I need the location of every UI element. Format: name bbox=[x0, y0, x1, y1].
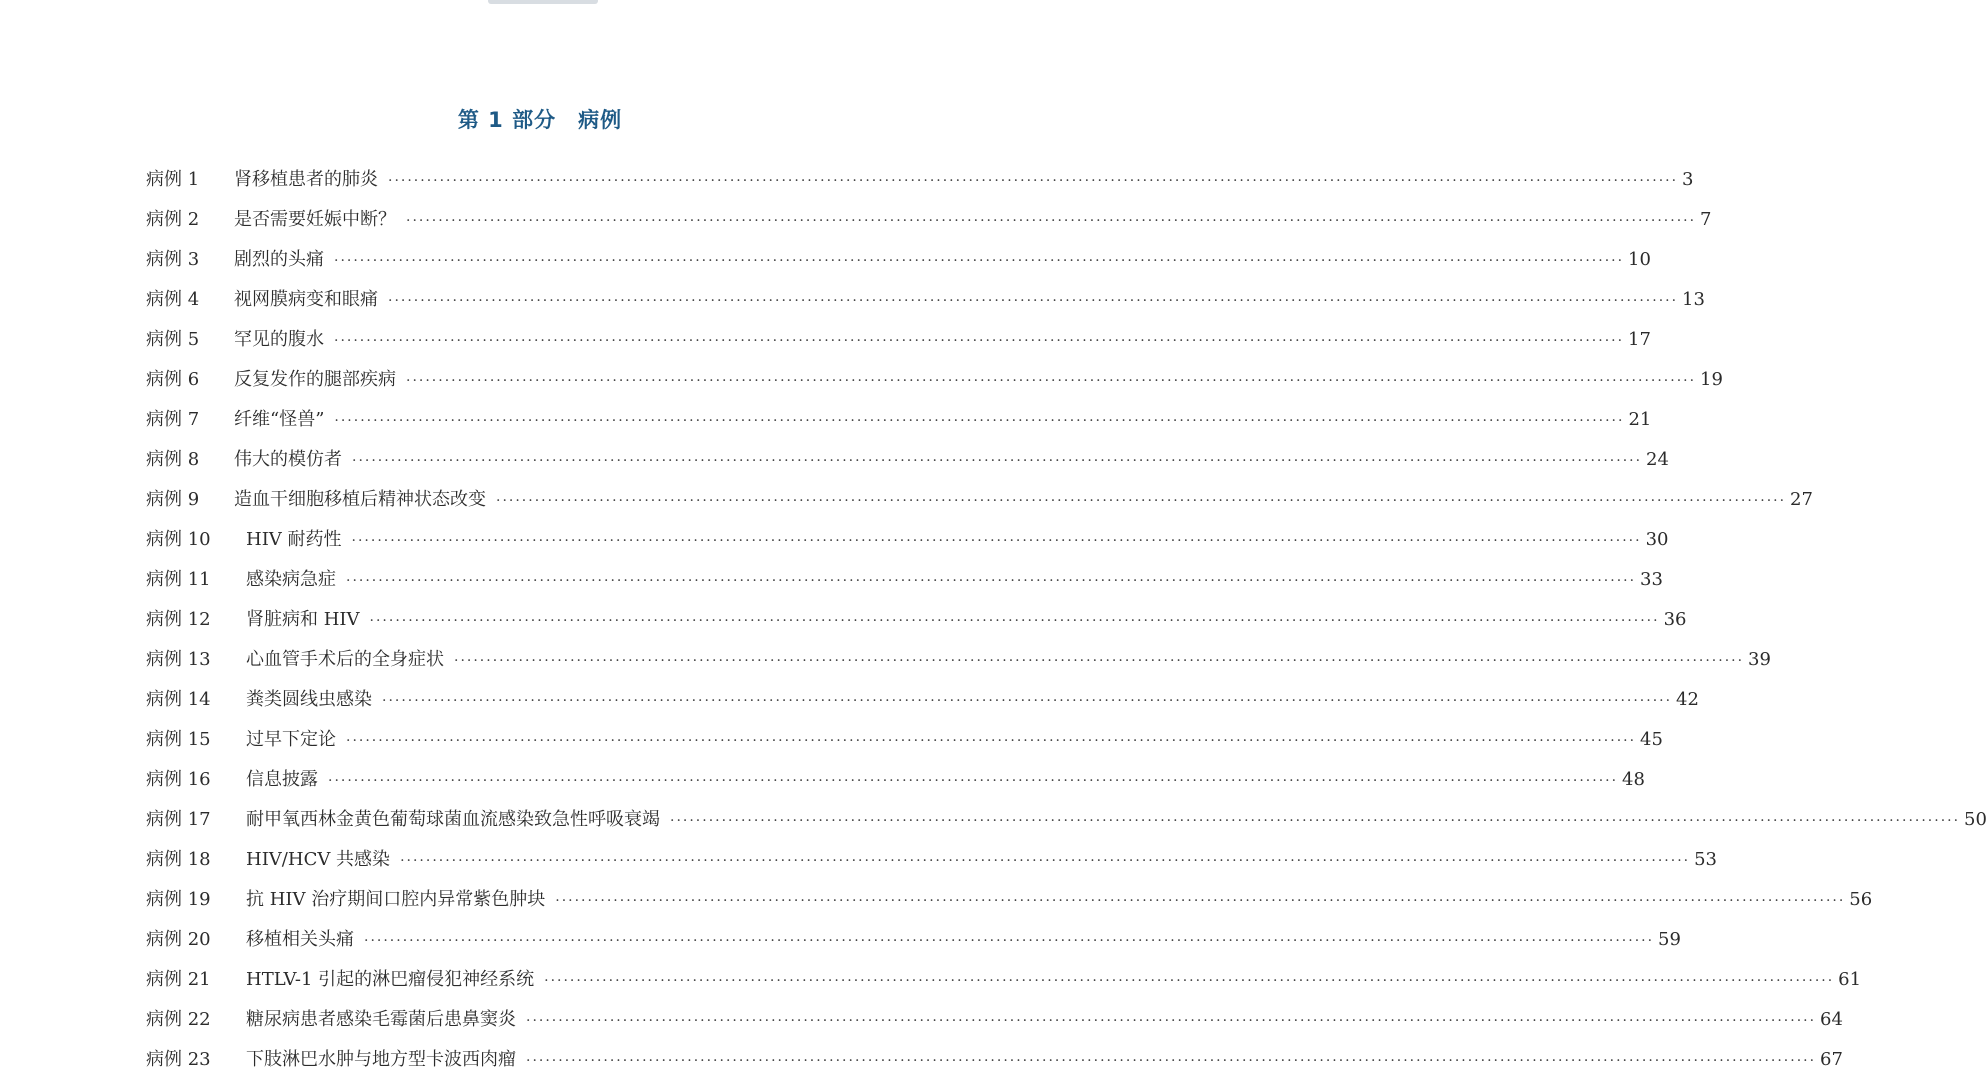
toc-case-title: 肾脏病和 HIV bbox=[246, 609, 360, 630]
toc-entry[interactable] bbox=[146, 640, 1771, 680]
toc-dot-leader: ········································································································································································································ bbox=[496, 493, 1787, 509]
toc-case-title: HTLV-1 引起的淋巴瘤侵犯神经系统 bbox=[246, 969, 535, 990]
toc-case-title: 造血干细胞移植后精神状态改变 bbox=[234, 489, 486, 510]
toc-dot-leader: ········································································································································································································ bbox=[334, 413, 1625, 429]
toc-case-number: 病例 16 bbox=[146, 769, 211, 790]
toc-dot-leader: ········································································································································································································ bbox=[346, 733, 1637, 749]
toc-case-title: 粪类圆线虫感染 bbox=[246, 689, 372, 710]
toc-dot-leader: ········································································································································································································ bbox=[346, 573, 1637, 589]
toc-case-number: 病例 18 bbox=[146, 849, 211, 870]
toc-entry[interactable] bbox=[146, 840, 1718, 880]
toc-case-number: 病例 19 bbox=[146, 889, 211, 910]
toc-dot-leader: ········································································································································································································ bbox=[382, 693, 1673, 709]
toc-page-number: 19 bbox=[1700, 369, 1723, 390]
toc-case-number: 病例 1 bbox=[146, 169, 200, 190]
toc-case-number: 病例 10 bbox=[146, 529, 211, 550]
toc-entry[interactable] bbox=[146, 400, 1652, 440]
toc-case-number: 病例 8 bbox=[146, 449, 200, 470]
toc-entry[interactable] bbox=[146, 600, 1687, 640]
toc-dot-leader: ········································································································································································································ bbox=[369, 613, 1660, 629]
toc-case-title: HIV 耐药性 bbox=[246, 529, 342, 550]
toc-entry[interactable] bbox=[146, 920, 1681, 960]
toc-case-number: 病例 23 bbox=[146, 1049, 211, 1070]
toc-page-number: 48 bbox=[1622, 769, 1645, 790]
toc-dot-leader: ········································································································································································································ bbox=[406, 213, 1697, 229]
toc-dot-leader: ········································································································································································································ bbox=[364, 933, 1655, 949]
toc-case-number: 病例 15 bbox=[146, 729, 211, 750]
toc-case-title: 罕见的腹水 bbox=[234, 329, 324, 350]
toc-dot-leader: ········································································································································································································ bbox=[544, 973, 1835, 989]
toc-case-title: 信息披露 bbox=[246, 769, 318, 790]
toc-case-title: 下肢淋巴水肿与地方型卡波西肉瘤 bbox=[246, 1049, 516, 1070]
toc-dot-leader: ········································································································································································································ bbox=[526, 1013, 1817, 1029]
toc-case-number: 病例 13 bbox=[146, 649, 211, 670]
toc-case-title: 肾移植患者的肺炎 bbox=[234, 169, 378, 190]
toc-dot-leader: ········································································································································································································ bbox=[406, 373, 1697, 389]
toc-case-number: 病例 7 bbox=[146, 409, 200, 430]
toc-dot-leader: ········································································································································································································ bbox=[400, 853, 1691, 869]
page-edge-mark bbox=[488, 0, 598, 4]
toc-case-number: 病例 4 bbox=[146, 289, 200, 310]
toc-page-number: 36 bbox=[1663, 609, 1687, 630]
part-heading: 第 1 部分 病例 bbox=[457, 108, 623, 132]
toc-entry[interactable] bbox=[146, 760, 1645, 800]
toc-case-title: 伟大的模仿者 bbox=[234, 449, 342, 470]
toc-case-title: 反复发作的腿部疾病 bbox=[234, 369, 396, 390]
toc-entry[interactable] bbox=[146, 560, 1663, 600]
toc-page-number: 33 bbox=[1640, 569, 1663, 590]
toc-entry[interactable] bbox=[146, 1040, 1843, 1080]
toc-case-number: 病例 21 bbox=[146, 969, 211, 990]
toc-entry[interactable] bbox=[146, 480, 1813, 520]
toc-case-number: 病例 20 bbox=[146, 929, 211, 950]
toc-dot-leader: ········································································································································································································ bbox=[555, 893, 1846, 909]
toc-case-title: 纤维“怪兽” bbox=[234, 409, 325, 430]
toc-dot-leader: ········································································································································································································ bbox=[334, 333, 1625, 349]
toc-entry[interactable] bbox=[146, 520, 1669, 560]
toc-page-number: 13 bbox=[1682, 289, 1705, 310]
toc-case-title: 视网膜病变和眼痛 bbox=[234, 289, 378, 310]
toc-case-number: 病例 12 bbox=[146, 609, 211, 630]
toc-entry[interactable] bbox=[146, 880, 1873, 920]
toc-case-number: 病例 9 bbox=[146, 489, 200, 510]
toc-case-number: 病例 14 bbox=[146, 689, 211, 710]
toc-case-number: 病例 5 bbox=[146, 329, 200, 350]
toc-dot-leader: ········································································································································································································ bbox=[388, 173, 1679, 189]
toc-page-number: 27 bbox=[1790, 489, 1813, 510]
toc-dot-leader: ········································································································································································································ bbox=[352, 453, 1643, 469]
toc-entry[interactable] bbox=[146, 800, 1987, 840]
toc-page-number: 59 bbox=[1658, 929, 1681, 950]
table-of-contents bbox=[146, 160, 1987, 1080]
toc-page-number: 56 bbox=[1849, 889, 1873, 910]
toc-page-number: 24 bbox=[1646, 449, 1669, 470]
toc-dot-leader: ········································································································································································································ bbox=[328, 773, 1619, 789]
toc-entry[interactable] bbox=[146, 1000, 1843, 1040]
toc-page-number: 61 bbox=[1838, 969, 1862, 990]
toc-entry[interactable] bbox=[146, 320, 1651, 360]
toc-case-title: 心血管手术后的全身症状 bbox=[246, 649, 444, 670]
toc-entry[interactable] bbox=[146, 440, 1669, 480]
toc-page-number: 10 bbox=[1628, 249, 1651, 270]
toc-entry[interactable] bbox=[146, 680, 1699, 720]
toc-page-number: 53 bbox=[1694, 849, 1718, 870]
toc-entry[interactable] bbox=[146, 960, 1862, 1000]
toc-case-number: 病例 22 bbox=[146, 1009, 211, 1030]
toc-case-title: 感染病急症 bbox=[246, 569, 336, 590]
toc-entry[interactable] bbox=[146, 720, 1663, 760]
toc-case-number: 病例 3 bbox=[146, 249, 200, 270]
toc-dot-leader: ········································································································································································································ bbox=[526, 1053, 1817, 1069]
toc-case-title: 耐甲氧西林金黄色葡萄球菌血流感染致急性呼吸衰竭 bbox=[246, 809, 660, 830]
toc-page-number: 21 bbox=[1628, 409, 1652, 430]
toc-case-number: 病例 11 bbox=[146, 569, 211, 590]
toc-entry[interactable] bbox=[146, 160, 1694, 200]
toc-dot-leader: ········································································································································································································ bbox=[454, 653, 1745, 669]
toc-entry[interactable] bbox=[146, 280, 1705, 320]
toc-case-title: HIV/HCV 共感染 bbox=[246, 849, 391, 870]
toc-case-title: 是否需要妊娠中断？ bbox=[234, 209, 396, 230]
toc-dot-leader: ········································································································································································································ bbox=[388, 293, 1679, 309]
toc-case-title: 剧烈的头痛 bbox=[234, 249, 324, 270]
toc-case-title: 移植相关头痛 bbox=[246, 929, 354, 950]
toc-entry[interactable] bbox=[146, 200, 1712, 240]
toc-case-number: 病例 17 bbox=[146, 809, 211, 830]
toc-case-title: 糖尿病患者感染毛霉菌后患鼻窦炎 bbox=[246, 1009, 516, 1030]
toc-dot-leader: ········································································································································································································ bbox=[334, 253, 1625, 269]
toc-case-title: 抗 HIV 治疗期间口腔内异常紫色肿块 bbox=[246, 889, 546, 910]
toc-dot-leader: ········································································································································································································ bbox=[351, 533, 1642, 549]
toc-page-number: 42 bbox=[1676, 689, 1699, 710]
toc-page-number: 64 bbox=[1820, 1009, 1843, 1030]
toc-entry[interactable] bbox=[146, 360, 1723, 400]
toc-case-title: 过早下定论 bbox=[246, 729, 336, 750]
toc-case-number: 病例 6 bbox=[146, 369, 200, 390]
toc-page-number: 45 bbox=[1640, 729, 1663, 750]
toc-entry[interactable] bbox=[146, 240, 1651, 280]
toc-page-number: 7 bbox=[1700, 209, 1712, 230]
toc-page-number: 17 bbox=[1628, 329, 1651, 350]
toc-dot-leader: ········································································································································································································ bbox=[670, 813, 1961, 829]
toc-case-number: 病例 2 bbox=[146, 209, 200, 230]
toc-page-number: 67 bbox=[1820, 1049, 1843, 1070]
toc-page-number: 50 bbox=[1964, 809, 1987, 830]
toc-page-number: 39 bbox=[1748, 649, 1771, 670]
toc-page-number: 3 bbox=[1682, 169, 1694, 190]
toc-page-number: 30 bbox=[1645, 529, 1669, 550]
